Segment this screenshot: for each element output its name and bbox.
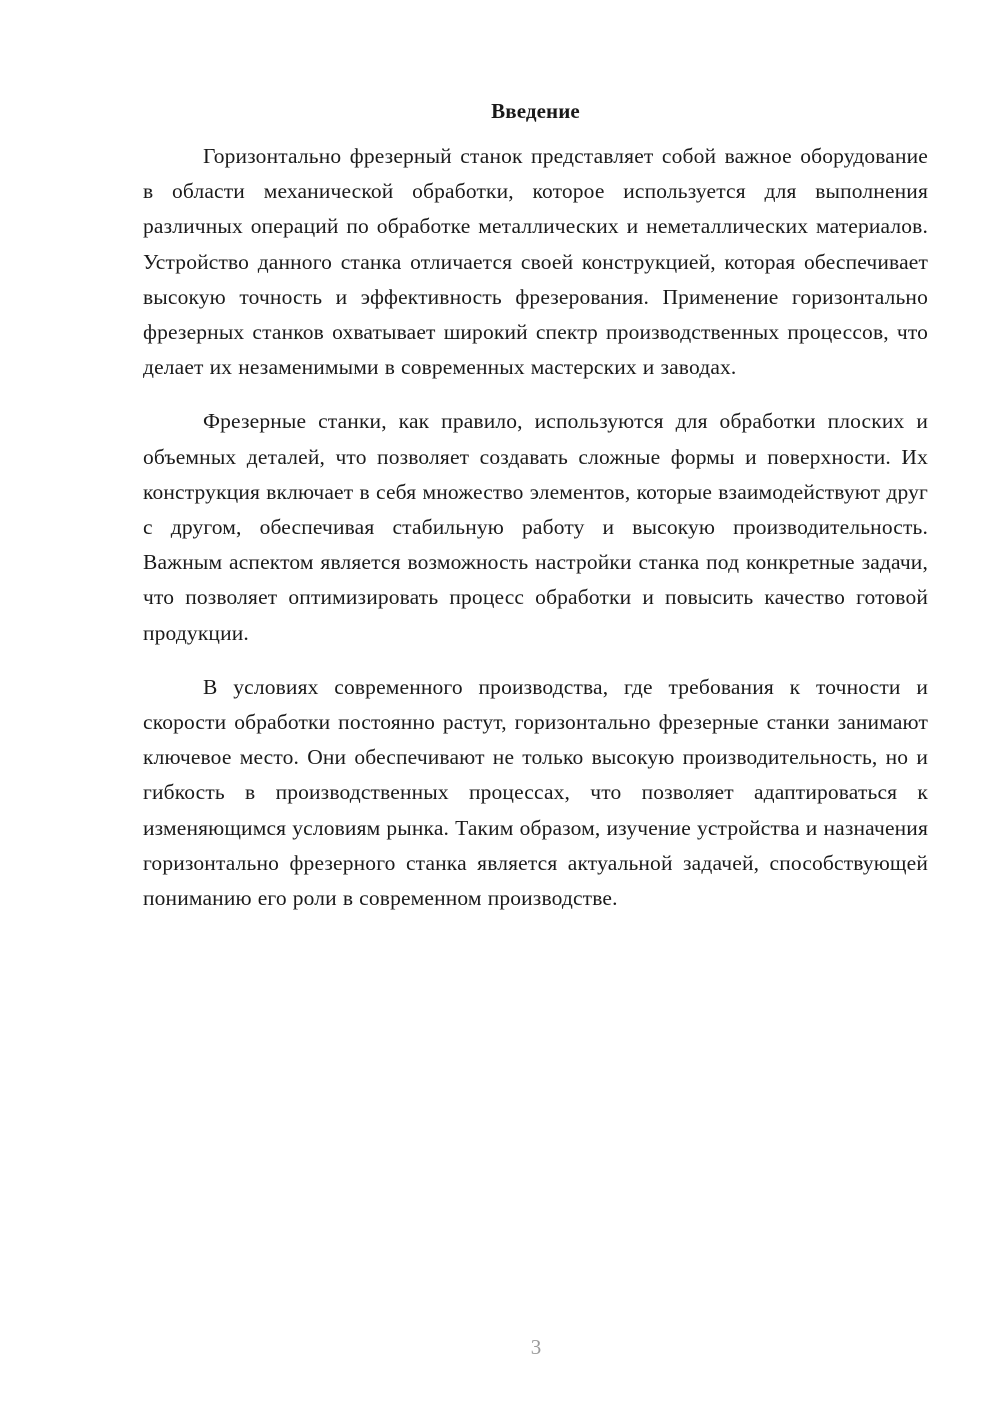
section-title: Введение [491,99,580,123]
paragraph-1: Горизонтально фрезерный станок представляет собой важное оборудование в области механической обработки, которое используется для выполнения различных операций по обработке металлических и неметаллических материалов. Устройство данного станка отличается своей конструкцией, которая обеспечивает высокую точность и эффективность фрезерования. Применение горизонтально фрезерных станков охватывает широкий спектр производственных процессов, что делает их незаменимыми в современных мастерских и заводах. [143,144,928,380]
paragraph-3: В условиях современного производства, где требования к точности и скорости обработки постоянно растут, горизонтально фрезерные станки занимают ключевое место. Они обеспечивают не только высокую производительность, но и гибкость в производственных процессах, что позволяет адаптироваться к изменяющимся условиям рынка. Таким образом, изучение устройства и назначения горизонтально фрезерного станка является актуальной задачей, способствующей пониманию его роли в современном производстве. [143,674,928,911]
paragraph-2: Фрезерные станки, как правило, используются для обработки плоских и объемных деталей, что позволяет создавать сложные формы и поверхности. Их конструкция включает в себя множество элементов, которые взаимодействуют друг с другом, обеспечивая стабильную работу и высокую производительность. Важным аспектом является возможность настройки станка под конкретные задачи, что позволяет оптимизировать процесс обработки и повысить качество готовой продукции. [143,409,928,645]
page-number: 3 [530,1335,542,1359]
page-content [143,96,928,935]
